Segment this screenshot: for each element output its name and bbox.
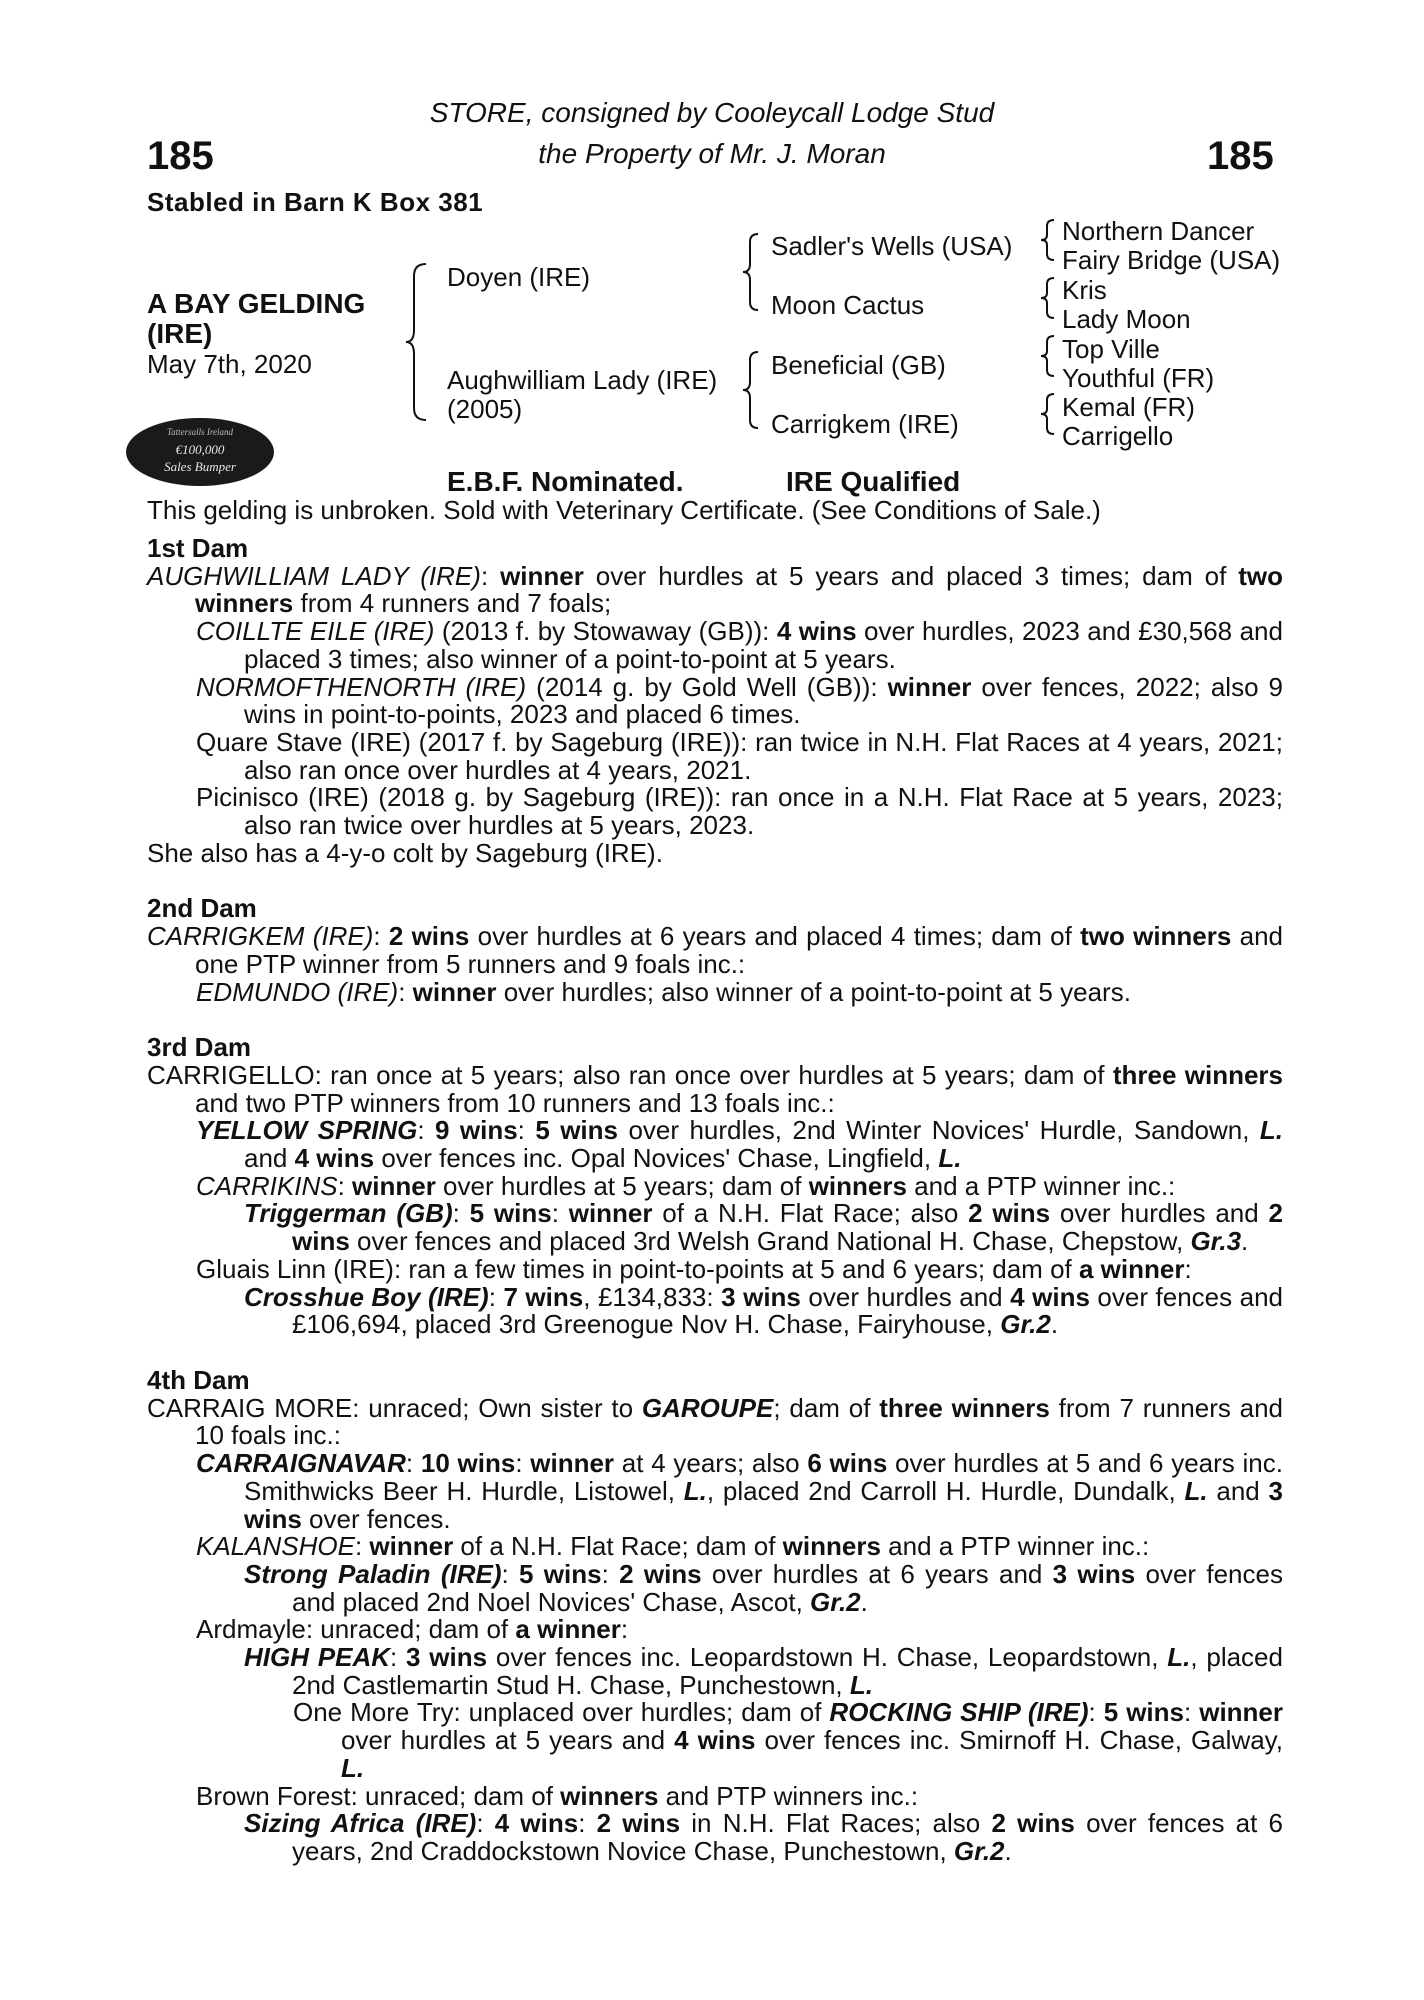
produce-entry: KALANSHOE: winner of a N.H. Flat Race; dam of winners and a PTP winner inc.: <box>196 1531 1150 1562</box>
consignor-line-1: STORE, consigned by Cooleycall Lodge Stud <box>429 97 995 128</box>
lot-number-left: 185 <box>147 134 214 178</box>
horse-description: A BAY GELDING <box>147 288 366 319</box>
second-dam-entry: CARRIGKEM (IRE): 2 wins over hurdles at 6 years and placed 4 times; dam of two winners and one PTP winner from 5 runners and 9 foals inc.: <box>147 921 1283 979</box>
ancestor-lady-moon: Lady Moon <box>1062 304 1191 334</box>
produce-entry: Triggerman (GB): 5 wins: winner of a N.H. Flat Race; also 2 wins over hurdles and 2 wins over fences and placed 3rd Welsh Grand National H. Chase, Chepstow, Gr.3. <box>244 1198 1283 1257</box>
produce-entry: Gluais Linn (IRE): ran a few times in point-to-points at 5 and 6 years; dam of a winner: <box>196 1253 1192 1284</box>
ancestor-northern-dancer: Northern Dancer <box>1062 216 1255 246</box>
produce-entry: Ardmayle: unraced; dam of a winner: <box>196 1614 629 1645</box>
dam-name: Aughwilliam Lady (IRE) <box>447 365 718 395</box>
produce-entry: CARRIKINS: winner over hurdles at 5 years; dam of winners and a PTP winner inc.: <box>196 1170 1176 1201</box>
pedigree-brace-sire <box>740 232 762 312</box>
produce-entry: Sizing Africa (IRE): 4 wins: 2 wins in N.H. Flat Races; also 2 wins over fences at 6 years, 2nd Craddockstown Novice Chase, Punchestown, Gr.2. <box>244 1808 1283 1866</box>
lot-number-right: 185 <box>1207 134 1274 178</box>
horse-origin: (IRE) <box>147 318 213 349</box>
sale-note: This gelding is unbroken. Sold with Veterinary Certificate. (See Conditions of Sale.) <box>147 495 1101 525</box>
pedigree-brace-main <box>402 262 432 422</box>
sire-sire-name: Sadler's Wells (USA) <box>771 231 1013 261</box>
produce-entry: COILLTE EILE (IRE) (2013 f. by Stowaway (GB)): 4 wins over hurdles, 2023 and £30,568 and placed 3 times; also winner of a point-to-point at 5 years. <box>196 616 1283 674</box>
dam-dam-name: Carrigkem (IRE) <box>771 409 959 439</box>
sire-dam-name: Moon Cactus <box>771 290 925 320</box>
third-dam-entry: CARRIGELLO: ran once at 5 years; also ran once over hurdles at 5 years; dam of three winners and two PTP winners from 10 runners and 13 foals inc.: <box>147 1059 1283 1118</box>
dam-line-body <box>147 535 1283 1866</box>
first-dam-heading: 1st Dam <box>147 533 249 563</box>
third-dam-heading: 3rd Dam <box>147 1032 252 1063</box>
ancestor-top-ville: Top Ville <box>1062 334 1160 364</box>
foaling-date: May 7th, 2020 <box>147 349 312 379</box>
produce-entry: CARRAIGNAVAR: 10 wins: winner at 4 years; also 6 wins over hurdles at 5 and 6 years inc. Smithwicks Beer H. Hurdle, Listowel, L., placed 2nd Carroll H. Hurdle, Dundalk, L. and 3 wins over fences. <box>196 1448 1284 1534</box>
ancestor-carrigello: Carrigello <box>1062 421 1174 451</box>
pedigree-brace-gg2 <box>1038 276 1058 320</box>
sales-bumper-badge: Tattersalls Ireland €100,000 Sales Bumper <box>126 418 274 486</box>
dam-sire-name: Beneficial (GB) <box>771 350 946 380</box>
ancestor-kris: Kris <box>1062 275 1107 305</box>
produce-entry: HIGH PEAK: 3 wins over fences inc. Leopardstown H. Chase, Leopardstown, L., placed 2nd Castlemartin Stud H. Chase, Punchestown, L. <box>244 1642 1283 1700</box>
second-dam-heading: 2nd Dam <box>147 893 257 924</box>
fourth-dam-entry: CARRAIG MORE: unraced; Own sister to GAROUPE; dam of three winners from 7 runners and 10 foals inc.: <box>147 1392 1284 1451</box>
ancestor-youthful: Youthful (FR) <box>1062 363 1215 393</box>
produce-note: She also has a 4-y-o colt by Sageburg (IRE). <box>147 837 663 868</box>
produce-entry: YELLOW SPRING: 9 wins: 5 wins over hurdles, 2nd Winter Novices' Hurdle, Sandown, L. and 4 wins over fences inc. Opal Novices' Chase, Lingfield, L. <box>196 1115 1283 1174</box>
first-dam-entry: AUGHWILLIAM LADY (IRE): winner over hurdles at 5 years and placed 3 times; dam of two winners from 4 runners and 7 foals; <box>147 560 1283 619</box>
ancestor-fairy-bridge: Fairy Bridge (USA) <box>1062 245 1281 275</box>
produce-entry: EDMUNDO (IRE): winner over hurdles; also winner of a point-to-point at 5 years. <box>196 976 1131 1007</box>
pedigree-brace-gg1 <box>1038 218 1058 262</box>
consignor-line-2: the Property of Mr. J. Moran <box>538 138 886 169</box>
pedigree-brace-dam <box>740 350 762 430</box>
stabled-location: Stabled in Barn K Box 381 <box>147 187 484 217</box>
produce-entry: Strong Paladin (IRE): 5 wins: 2 wins over hurdles at 6 years and 3 wins over fences and placed 2nd Noel Novices' Chase, Ascot, Gr.2. <box>244 1558 1283 1617</box>
fourth-dam-heading: 4th Dam <box>147 1364 250 1395</box>
sire-name: Doyen (IRE) <box>447 262 591 292</box>
produce-entry: One More Try: unplaced over hurdles; dam of ROCKING SHIP (IRE): 5 wins: winner over hurdles at 5 years and 4 wins over fences inc. Smirnoff H. Chase, Galway, L. <box>293 1697 1284 1783</box>
ire-qualified: IRE Qualified <box>786 466 961 497</box>
pedigree-brace-gg4 <box>1038 392 1058 436</box>
pedigree-brace-gg3 <box>1038 334 1058 378</box>
ebf-nominated: E.B.F. Nominated. <box>447 466 684 497</box>
ancestor-kemal: Kemal (FR) <box>1062 392 1195 422</box>
dam-year: (2005) <box>447 394 523 424</box>
produce-entry: Quare Stave (IRE) (2017 f. by Sageburg (IRE)): ran twice in N.H. Flat Races at 4 years, 2021; also ran once over hurdles at 4 years, 2021. <box>196 726 1283 785</box>
produce-entry: Brown Forest: unraced; dam of winners and PTP winners inc.: <box>196 1780 919 1811</box>
produce-entry: Crosshue Boy (IRE): 7 wins, £134,833: 3 wins over hurdles and 4 wins over fences and £106,694, placed 3rd Greenogue Nov H. Chase, Fairyhouse, Gr.2. <box>244 1281 1283 1340</box>
produce-entry: Picinisco (IRE) (2018 g. by Sageburg (IRE)): ran once in a N.H. Flat Race at 5 years, 2023; also ran twice over hurdles at 5 years, 2023. <box>196 782 1283 841</box>
produce-entry: NORMOFTHENORTH (IRE) (2014 g. by Gold Well (GB)): winner over fences, 2022; also 9 wins in point-to-points, 2023 and placed 6 times. <box>196 671 1283 730</box>
